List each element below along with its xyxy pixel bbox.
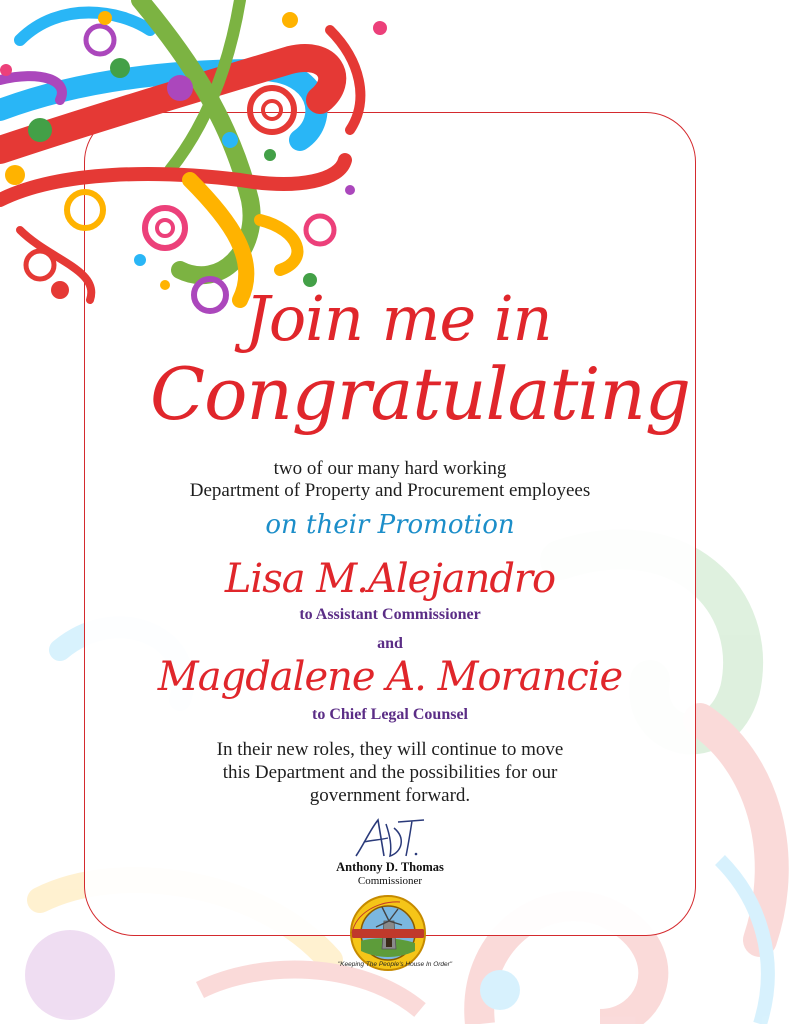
intro-line-2: Department of Property and Procurement employees: [189, 480, 591, 501]
seal-motto: "Keeping The People's House In Order": [337, 961, 453, 968]
intro-line-1: two of our many hard working: [273, 458, 507, 479]
honoree-name-2: Magdalene A. Morancie: [157, 654, 623, 700]
heading-line-2: Congratulating: [150, 352, 690, 436]
signatory-name: Anthony D. Thomas: [336, 860, 444, 874]
closing-line-1: In their new roles, they will continue to move: [216, 739, 564, 760]
promotion-label: on their Promotion: [265, 510, 515, 540]
honoree-role-2: to Chief Legal Counsel: [312, 706, 468, 723]
signature: [350, 816, 430, 860]
closing-line-2: this Department and the possibilities for our: [222, 762, 558, 783]
signatory-title: Commissioner: [357, 875, 423, 887]
honoree-role-1: to Assistant Commissioner: [299, 606, 481, 623]
heading-line-1: Join me in: [245, 282, 552, 355]
closing-line-3: government forward.: [309, 785, 471, 806]
intro-text: [84, 458, 696, 502]
honoree-name-1: Lisa M.Alejandro: [224, 556, 556, 602]
conjunction: and: [377, 635, 403, 652]
closing-text: [84, 738, 696, 807]
